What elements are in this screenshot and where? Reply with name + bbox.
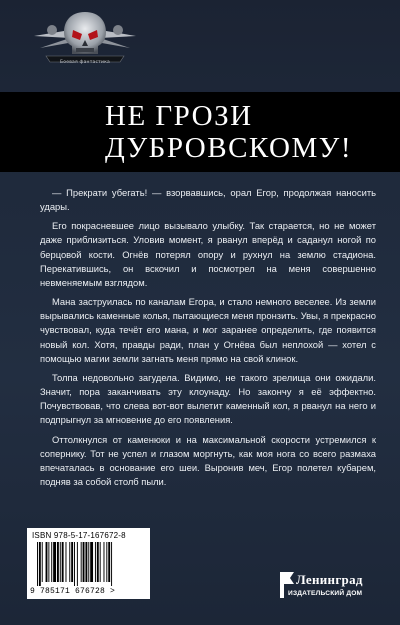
barcode-bar (69, 542, 70, 582)
barcode-bar (74, 542, 75, 586)
paragraph: Оттолкнулся от каменюки и на максимальной скорости устремился к сопернику. Тот не успел и глазом моргнуть, как моя нога со всего размаха впечаталась в основание его шеи. Выронив меч, Егор полетел кубарем, подняв за собой столб пыли. (40, 433, 376, 487)
paragraph: Толпа недовольно загудела. Видимо, не такого зрелища они ожидали. Значит, пора заканчивать эту клоунаду. Но закончу я её эффектно. Почувствовав, что слева вот-вот вылетит каменный кол, я рванул на него и подпрыгнул за мгновение до его появления. (40, 371, 376, 426)
barcode-bar (77, 542, 78, 586)
barcode-bar (48, 542, 49, 582)
barcode-bar (88, 542, 89, 582)
barcode-bar (111, 542, 112, 586)
barcode-bar (81, 542, 82, 582)
barcode-bar (104, 542, 105, 582)
barcode-box (27, 528, 150, 599)
publisher-logo (278, 568, 388, 610)
barcode-bar (57, 542, 59, 582)
barcode-bar (106, 542, 107, 582)
skull-emblem-icon (30, 8, 140, 68)
book-title (105, 100, 395, 164)
barcode-bar (108, 542, 110, 582)
series-label: Боевая фантастика (60, 60, 110, 65)
title-line-1: НЕ ГРОЗИ (105, 100, 253, 132)
annotation-text (40, 186, 376, 494)
barcode-bar (90, 542, 93, 582)
barcode-bar (66, 542, 67, 582)
isbn-text: ISBN 978-5-17-167672-8 (32, 531, 126, 540)
barcode-bar (97, 542, 99, 582)
paragraph: Его покрасневшее лицо вызывало улыбку. Так старается, но не может даже приблизиться. Уловив момент, я рванул вперёд и саданул ногой по берцовой кости. Огнёв потерял опору и рухнул на землю стадиона. Перекатившись, он вскочил и посмотрел на меня совершенно невменяемым взглядом. (40, 220, 376, 288)
publisher-subtitle: ИЗДАТЕЛЬСКИЙ ДОМ (288, 590, 363, 597)
barcode-bar (46, 542, 48, 582)
barcode-bar (85, 542, 87, 582)
barcode-number: 9 785171 676728 > (30, 587, 116, 596)
barcode-bar (95, 542, 96, 582)
barcode-bar (60, 542, 61, 582)
barcode-bars (37, 542, 143, 586)
paragraph: — Прекрати убегать! — взорвавшись, орал Егор, продолжая наносить удары. (40, 187, 376, 213)
barcode-bar (83, 542, 85, 582)
title-line-2: ДУБРОВСКОМУ! (105, 132, 352, 164)
barcode-bar (100, 542, 101, 582)
barcode-bar (71, 542, 73, 582)
barcode-bar (62, 542, 64, 582)
title-band (0, 92, 400, 172)
paragraph: Мана заструилась по каналам Егора, и стало немного веселее. Из земли вырывались каменные колья, пытающиеся меня пронзить. Увы, я прекрасно чувствовал, куда течёт его мана, и мог заранее определить, где появится новый кол. Хотя, правды ради, план у Огнёва был неплохой — хотел с помощью магии земли загнать меня прямо на свой клинок. (40, 296, 376, 364)
barcode-bar (37, 542, 38, 586)
barcode-bar (51, 542, 52, 582)
barcode-bar (53, 542, 56, 582)
publisher-name: Ленинград (296, 572, 363, 587)
barcode-bar (42, 542, 43, 582)
barcode-bar (39, 542, 41, 586)
